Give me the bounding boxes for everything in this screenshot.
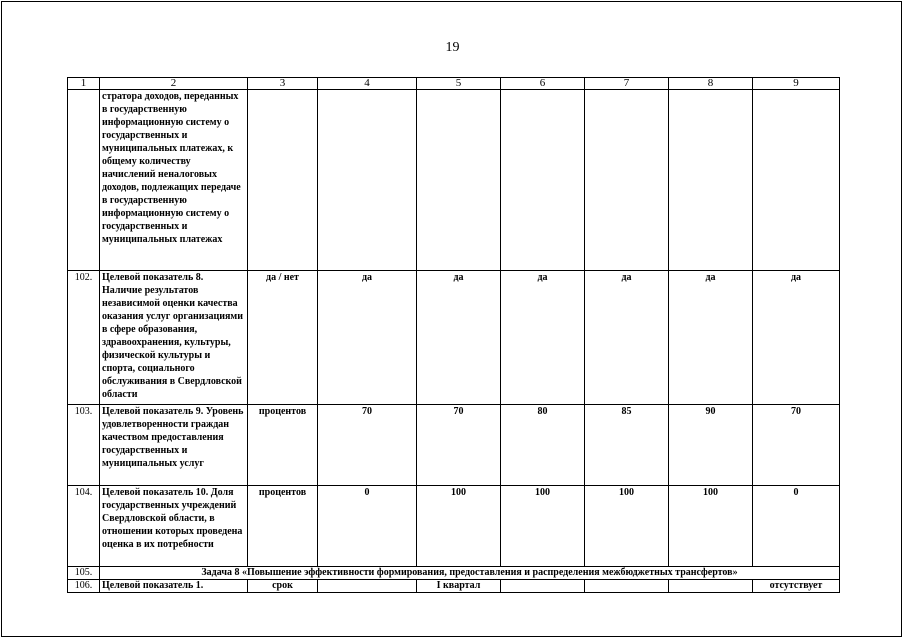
row-number bbox=[68, 90, 100, 271]
value-cell bbox=[753, 90, 840, 271]
value-cell: да bbox=[501, 271, 585, 405]
value-cell: 100 bbox=[417, 486, 501, 567]
row-number: 105. bbox=[68, 567, 100, 580]
value-cell: I квартал bbox=[417, 580, 501, 593]
table-row bbox=[68, 486, 840, 567]
unit-cell: процентов bbox=[248, 405, 318, 486]
value-cell: 100 bbox=[585, 486, 669, 567]
value-cell: да bbox=[585, 271, 669, 405]
task-title: Задача 8 «Повышение эффективности формирования, предоставления и распределения межбюджетных трансфертов» bbox=[100, 567, 840, 580]
value-cell: 0 bbox=[753, 486, 840, 567]
header-cell: 3 bbox=[248, 78, 318, 90]
value-cell: да bbox=[753, 271, 840, 405]
value-cell bbox=[669, 90, 753, 271]
indicator-name: Целевой показатель 8. Наличие результатов независимой оценки качества оказания услуг организациями в сфере образования, здравоохранения, культуры, физической культуры и спорта, социального обслуживания в Свердловской области bbox=[100, 271, 248, 405]
header-row bbox=[68, 78, 840, 90]
header-cell: 9 bbox=[753, 78, 840, 90]
indicator-name: Целевой показатель 1. bbox=[100, 580, 248, 593]
unit-cell: срок bbox=[248, 580, 318, 593]
value-cell: 100 bbox=[669, 486, 753, 567]
row-number: 103. bbox=[68, 405, 100, 486]
unit-cell: да / нет bbox=[248, 271, 318, 405]
table-row bbox=[68, 580, 840, 593]
value-cell bbox=[318, 90, 417, 271]
value-cell bbox=[669, 580, 753, 593]
page-number: 19 bbox=[445, 40, 460, 55]
header-cell: 7 bbox=[585, 78, 669, 90]
value-cell: 100 bbox=[501, 486, 585, 567]
value-cell: 70 bbox=[318, 405, 417, 486]
value-cell bbox=[501, 580, 585, 593]
indicator-name: стратора доходов, переданных в государственную информационную систему о государственных и муниципальных платежах, к общему количеству начислений неналоговых доходов, подлежащих передаче в государственную информационную систему о государственных и муниципальных платежах bbox=[100, 90, 248, 271]
value-cell bbox=[501, 90, 585, 271]
row-number: 104. bbox=[68, 486, 100, 567]
task-row bbox=[68, 567, 840, 580]
header-cell: 2 bbox=[100, 78, 248, 90]
value-cell bbox=[318, 580, 417, 593]
value-cell: да bbox=[318, 271, 417, 405]
header-cell: 6 bbox=[501, 78, 585, 90]
indicator-name: Целевой показатель 9. Уровень удовлетворенности граждан качеством предоставления государственных и муниципальных услуг bbox=[100, 405, 248, 486]
unit-cell: процентов bbox=[248, 486, 318, 567]
value-cell: 70 bbox=[417, 405, 501, 486]
value-cell: да bbox=[669, 271, 753, 405]
value-cell: да bbox=[417, 271, 501, 405]
header-cell: 8 bbox=[669, 78, 753, 90]
value-cell: 90 bbox=[669, 405, 753, 486]
row-number: 106. bbox=[68, 580, 100, 593]
row-number: 102. bbox=[68, 271, 100, 405]
value-cell bbox=[585, 90, 669, 271]
value-cell: 70 bbox=[753, 405, 840, 486]
unit-cell bbox=[248, 90, 318, 271]
header-cell: 4 bbox=[318, 78, 417, 90]
value-cell: отсутствует bbox=[753, 580, 840, 593]
value-cell: 80 bbox=[501, 405, 585, 486]
table-row bbox=[68, 90, 840, 271]
value-cell: 85 bbox=[585, 405, 669, 486]
table-row bbox=[68, 405, 840, 486]
indicators-table bbox=[67, 77, 840, 593]
table-row bbox=[68, 271, 840, 405]
header-cell: 5 bbox=[417, 78, 501, 90]
indicator-name: Целевой показатель 10. Доля государственных учреждений Свердловской области, в отношении которых проведена оценка в их потребности bbox=[100, 486, 248, 567]
header-cell: 1 bbox=[68, 78, 100, 90]
value-cell: 0 bbox=[318, 486, 417, 567]
value-cell bbox=[417, 90, 501, 271]
value-cell bbox=[585, 580, 669, 593]
